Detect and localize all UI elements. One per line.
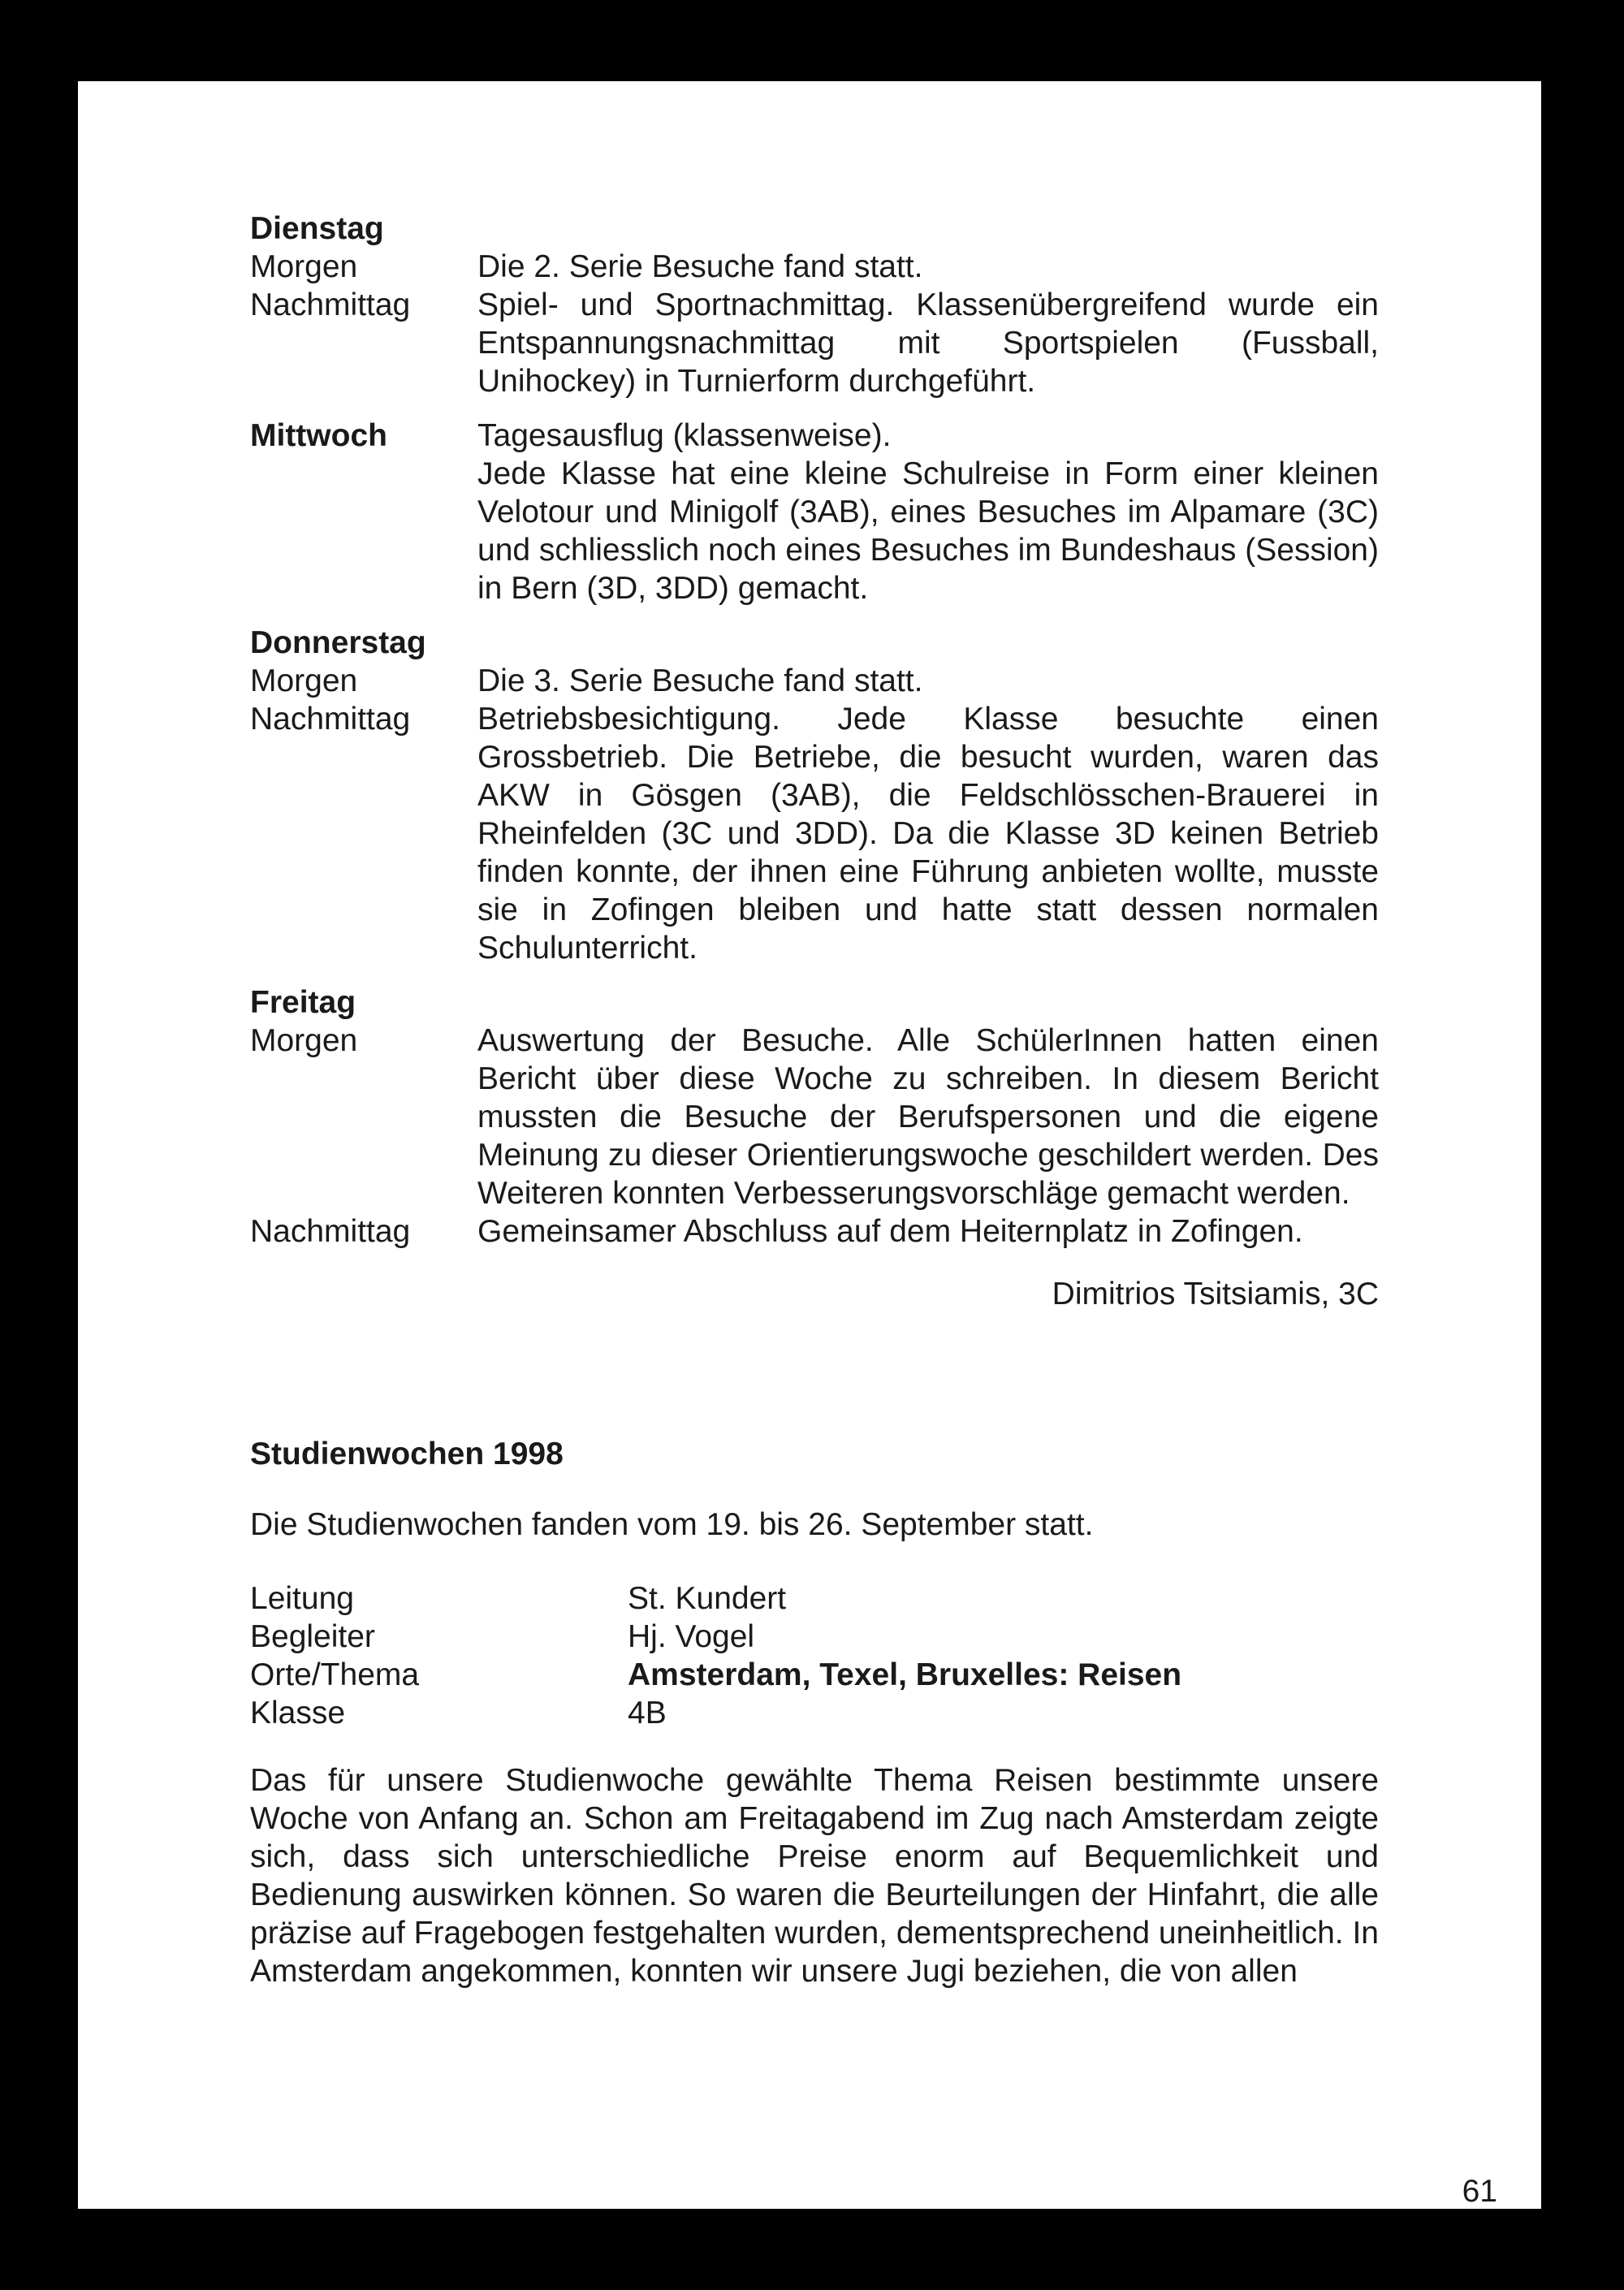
time-label: Morgen [250, 1023, 358, 1058]
day-heading-dienstag: Dienstag [250, 211, 384, 246]
page-content [250, 210, 1379, 1990]
activity-text: Auswertung der Besuche. Alle SchülerInnen hatten einen Bericht über diese Woche zu schreiben. In diesem Bericht mussten die Besuche der Berufspersonen und die eigene Meinung zu dieser Orientierungswoche geschildert werden. Des Weiteren konnten Verbesserungsvorschläge gemacht werden. [477, 1023, 1379, 1211]
section-heading: Studienwochen 1998 [250, 1437, 564, 1471]
time-label: Nachmittag [250, 1214, 411, 1249]
schedule-row [250, 662, 1379, 700]
activity-text: Betriebsbesichtigung. Jede Klasse besuchte einen Grossbetrieb. Die Betriebe, die besucht wurden, waren das AKW in Gösgen (3AB), die Feldschlösschen-Brauerei in Rheinfelden (3C und 3DD). Da die Klasse 3D keinen Betrieb finden konnte, der ihnen eine Führung anbieten wollte, musste sie in Zofingen bleiben und hatte statt dessen normalen Schulunterricht. [477, 702, 1379, 966]
time-label: Nachmittag [250, 287, 411, 322]
schedule-row [250, 248, 1379, 286]
info-label: Orte/Thema [250, 1657, 420, 1692]
document-page [78, 81, 1541, 2209]
day-heading-mittwoch: Mittwoch [250, 418, 387, 453]
schedule-row [250, 1022, 1379, 1212]
time-label: Morgen [250, 249, 358, 284]
body-paragraph: Das für unsere Studienwoche gewählte Thema Reisen bestimmte unsere Woche von Anfang an. Schon am Freitagabend im Zug nach Amsterdam zeigte sich, dass sich unterschiedliche Preise enorm auf Bequemlichkeit und Bedienung auswirken können. So waren die Beurteilungen der Hinfahrt, die alle präzise auf Fragebogen festgehalten wurden, dementsprechend uneinheitlich. In Amsterdam angekommen, konnten wir unsere Jugi beziehen, die von allen [250, 1763, 1379, 1989]
activity-text: Gemeinsamer Abschluss auf dem Heiternplatz in Zofingen. [477, 1214, 1303, 1249]
info-table [250, 1579, 1379, 1732]
info-value: St. Kundert [628, 1581, 787, 1616]
info-row [250, 1656, 1379, 1694]
info-value: 4B [628, 1696, 667, 1730]
intro-paragraph: Die Studienwochen fanden vom 19. bis 26. September statt. [250, 1507, 1094, 1542]
info-label: Klasse [250, 1696, 346, 1730]
info-value: Amsterdam, Texel, Bruxelles: Reisen [628, 1657, 1182, 1692]
time-label: Nachmittag [250, 702, 411, 737]
info-row [250, 1579, 1379, 1618]
day-heading-donnerstag: Donnerstag [250, 625, 426, 660]
schedule-row [250, 700, 1379, 967]
info-label: Begleiter [250, 1619, 375, 1654]
activity-text: Die 3. Serie Besuche fand statt. [477, 663, 923, 698]
time-label: Morgen [250, 663, 358, 698]
info-label: Leitung [250, 1581, 354, 1616]
schedule-row [250, 1212, 1379, 1251]
info-row [250, 1618, 1379, 1656]
activity-text: Tagesausflug (klassenweise). Jede Klasse hat eine kleine Schulreise in Form einer kleinen Velotour und Minigolf (3AB), eines Besuches im Alpamare (3C) und schliesslich noch eines Besuches im Bundeshaus (Session) in Bern (3D, 3DD) gemacht. [477, 418, 1379, 606]
schedule-row [250, 417, 1379, 607]
day-heading-freitag: Freitag [250, 985, 356, 1020]
activity-text: Spiel- und Sportnachmittag. Klassenübergreifend wurde ein Entspannungsnachmittag mit Sportspielen (Fussball, Unihockey) in Turnierform durchgeführt. [477, 287, 1379, 399]
info-value: Hj. Vogel [628, 1619, 755, 1654]
page-number: 61 [1462, 2174, 1497, 2209]
info-row [250, 1694, 1379, 1732]
author-signature: Dimitrios Tsitsiamis, 3C [1052, 1277, 1379, 1311]
activity-text: Die 2. Serie Besuche fand statt. [477, 249, 923, 284]
schedule-row [250, 286, 1379, 400]
